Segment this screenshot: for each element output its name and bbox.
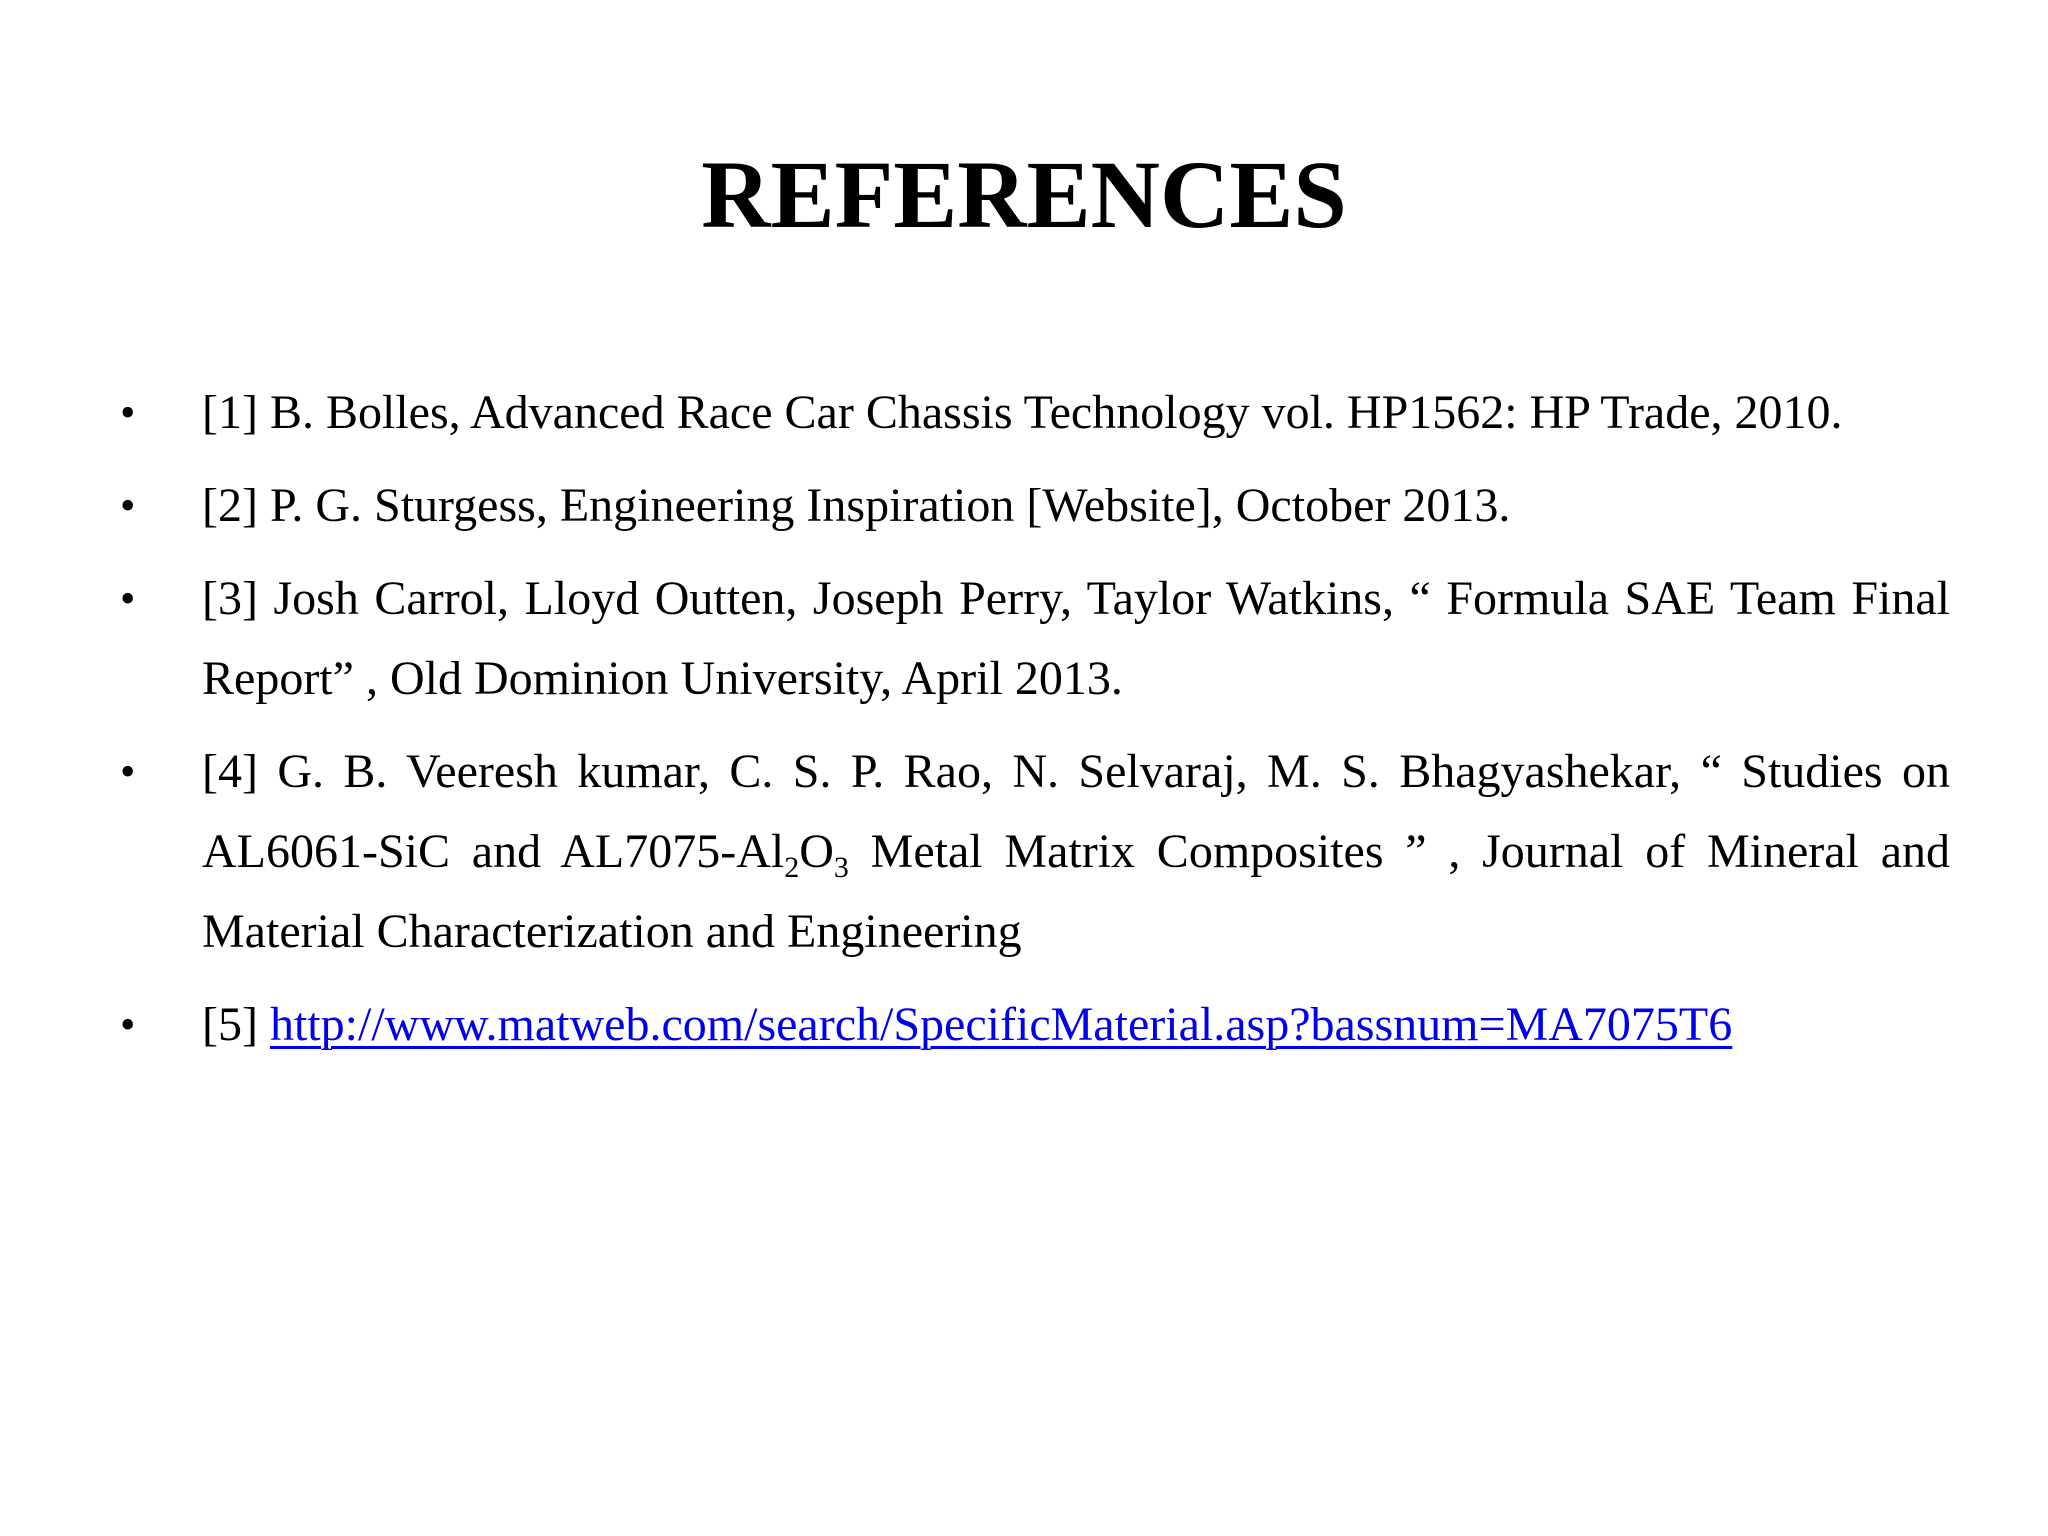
reference-1-text: [1] B. Bolles, Advanced Race Car Chassis Technology vol. HP1562: HP Trade, 2010. — [202, 386, 1843, 439]
reference-2-text: [2] P. G. Sturgess, Engineering Inspiration [Website], October 2013. — [202, 479, 1511, 532]
reference-4-text-part2: O — [799, 825, 834, 878]
bullet-icon: • — [120, 747, 136, 796]
bullet-icon: • — [120, 1000, 136, 1049]
list-item — [120, 985, 1950, 1065]
list-item — [120, 466, 1950, 546]
bullet-icon: • — [120, 574, 136, 623]
matweb-link[interactable]: http://www.matweb.com/search/SpecificMaterial.asp?bassnum=MA7075T6 — [269, 998, 1733, 1051]
reference-5-prefix: [5] — [202, 998, 270, 1051]
bullet-icon: • — [120, 481, 136, 530]
subscript-3: 3 — [833, 851, 849, 884]
list-item — [120, 373, 1950, 453]
bullet-icon: • — [120, 388, 136, 437]
list-item — [120, 732, 1950, 972]
reference-3-text: [3] Josh Carrol, Lloyd Outten, Joseph Perry, Taylor Watkins, “ Formula SAE Team Final Report” , Old Dominion University, April 2013. — [202, 572, 1950, 705]
reference-4-text — [202, 745, 1950, 958]
page-title: REFERENCES — [701, 141, 1347, 248]
references-list — [120, 373, 1950, 1078]
reference-5-text — [202, 998, 1732, 1051]
reference-4-text-part3: Metal Matrix Composites ” , Journal of Mineral and Material Characterization and Engineering — [202, 825, 1951, 958]
list-item — [120, 559, 1950, 719]
reference-4-text-part1: [4] G. B. Veeresh kumar, C. S. P. Rao, N. Selvaraj, M. S. Bhagyashekar, “ Studies on AL6061-SiC and AL7075-Al — [202, 745, 1950, 878]
subscript-2: 2 — [784, 851, 800, 884]
